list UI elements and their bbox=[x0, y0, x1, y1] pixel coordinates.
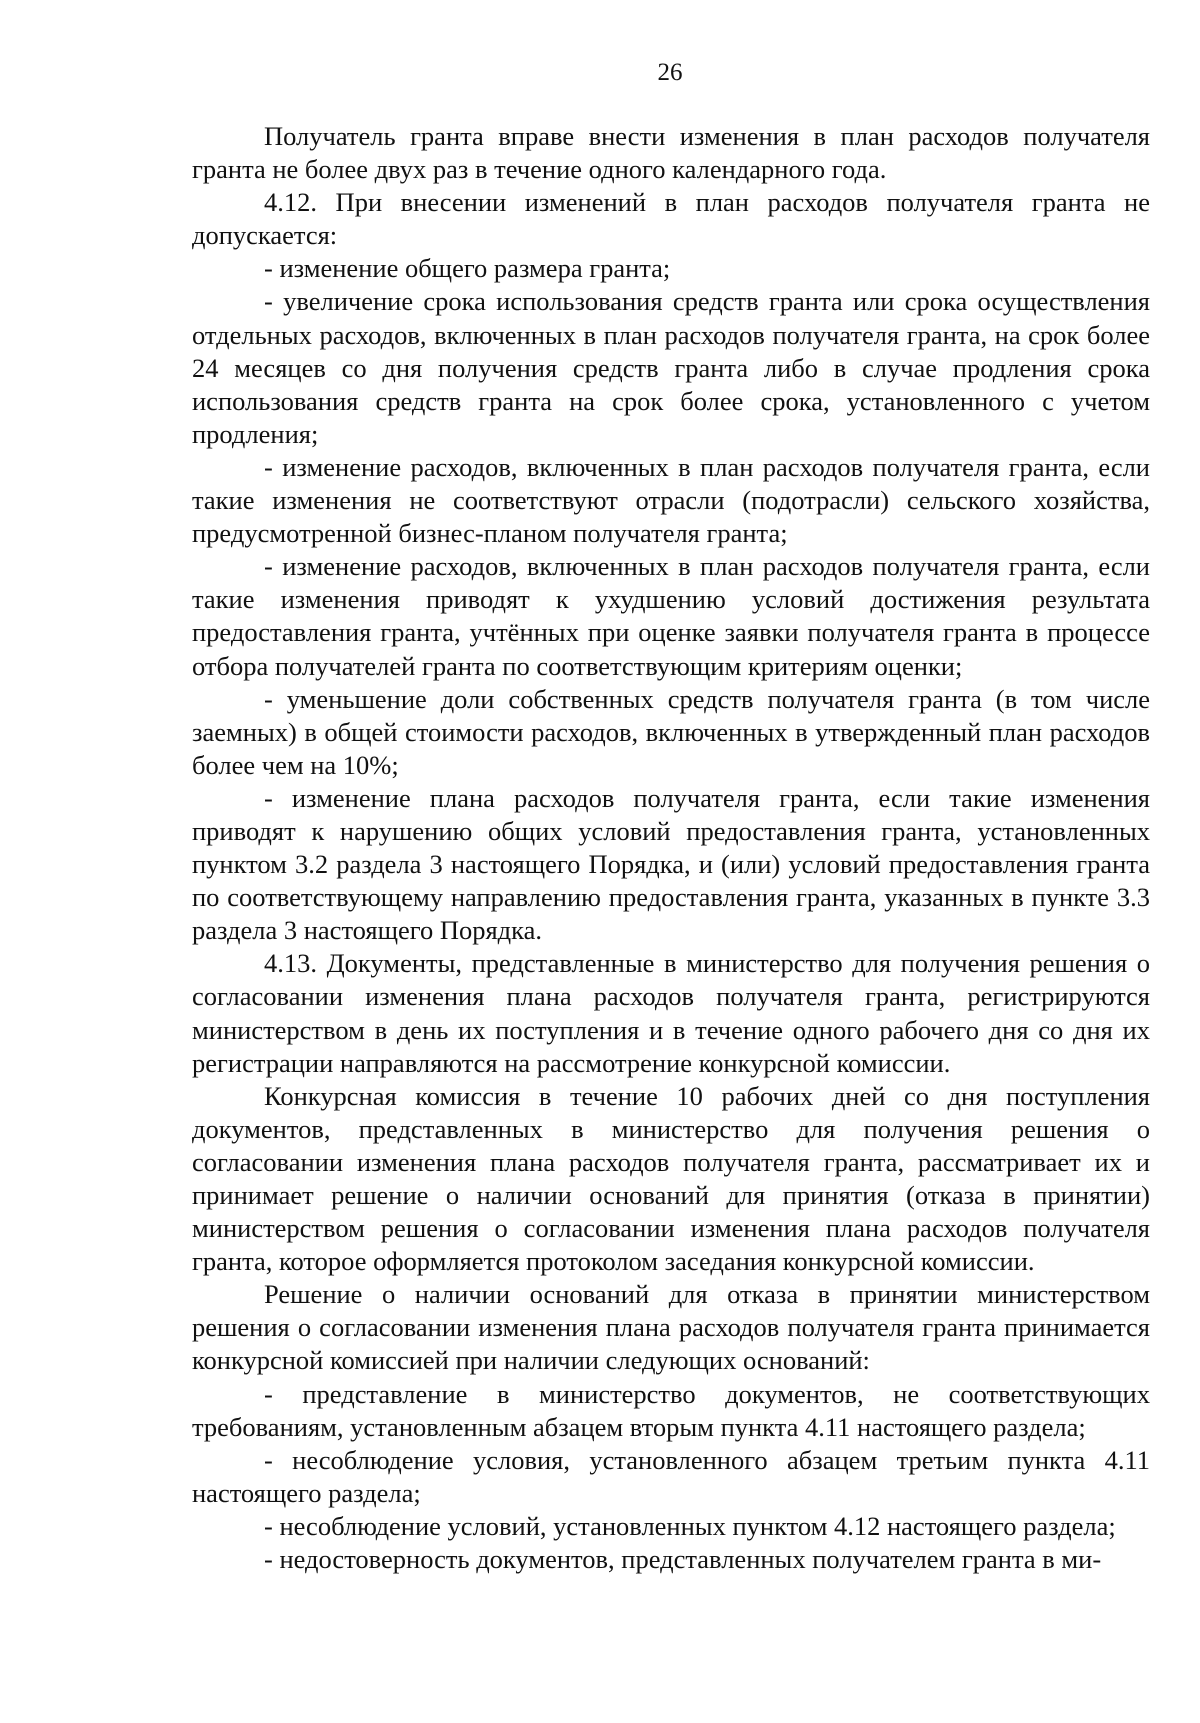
paragraph-13: - несоблюдение условия, установленного абзацем третьим пункта 4.11 настоящего раздела; bbox=[192, 1444, 1150, 1508]
paragraph-8: - изменение плана расходов получателя гранта, если такие изменения приводят к нарушению общих условий предоставления гранта, установленных пунктом 3.2 раздела 3 настоящего Порядка, и (или) условий предоставления гранта по соответствующему направлению предоставления гранта, указанных в пункте 3.3 раздела 3 настоящего Порядка. bbox=[192, 782, 1150, 946]
paragraph-1: Получатель гранта вправе внести изменения в план расходов получателя гранта не более двух раз в течение одного календарного года. bbox=[192, 121, 1150, 185]
paragraph-6: - изменение расходов, включенных в план расходов получателя гранта, если такие изменения приводят к ухудшению условий достижения результата предоставления гранта, учтённых при оценке заявки получателя гранта в процессе отбора получателей гранта по соответствующим критериям оценки; bbox=[192, 551, 1150, 681]
page-number: 26 bbox=[657, 59, 683, 86]
paragraph-5: - изменение расходов, включенных в план расходов получателя гранта, если такие изменения не соответствуют отрасли (подотрасли) сельского хозяйства, предусмотренной бизнес-планом получателя гранта; bbox=[192, 451, 1150, 549]
paragraph-7: - уменьшение доли собственных средств получателя гранта (в том числе заемных) в общей стоимости расходов, включенных в утвержденный план расходов более чем на 10%; bbox=[192, 683, 1150, 780]
paragraph-2: 4.12. При внесении изменений в план расходов получателя гранта не допускается: bbox=[192, 187, 1150, 251]
paragraph-3: - изменение общего размера гранта; bbox=[264, 253, 671, 284]
paragraph-14: - несоблюдение условий, установленных пунктом 4.12 настоящего раздела; bbox=[264, 1510, 1116, 1541]
paragraph-12: - представление в министерство документов, не соответствующих требованиям, установленным абзацем вторым пункта 4.11 настоящего раздела; bbox=[192, 1378, 1150, 1442]
paragraph-4: - увеличение срока использования средств гранта или срока осуществления отдельных расходов, включенных в план расходов получателя гранта, на срок более 24 месяцев со дня получения средств гранта либо в случае продления срока использования средств гранта на срок более срока, установленного с учетом продления; bbox=[192, 286, 1150, 449]
document-body bbox=[192, 120, 1150, 1576]
paragraph-11: Решение о наличии оснований для отказа в принятии министерством решения о согласовании изменения плана расходов получателя гранта принимается конкурсной комиссией при наличии следующих оснований: bbox=[192, 1279, 1150, 1376]
paragraph-9: 4.13. Документы, представленные в министерство для получения решения о согласовании изменения плана расходов получателя гранта, регистрируются министерством в день их поступления и в течение одного рабочего дня со дня их регистрации направляются на рассмотрение конкурсной комиссии. bbox=[192, 948, 1150, 1078]
paragraph-15: - недостоверность документов, представленных получателем гранта в ми- bbox=[264, 1544, 1102, 1575]
paragraph-10: Конкурсная комиссия в течение 10 рабочих дней со дня поступления документов, представленных в министерство для получения решения о согласовании изменения плана расходов получателя гранта, рассматривает их и принимает решение о наличии оснований для принятия (отказа в принятии) министерством решения о согласовании изменения плана расходов получателя гранта, которое оформляется протоколом заседания конкурсной комиссии. bbox=[192, 1080, 1150, 1277]
